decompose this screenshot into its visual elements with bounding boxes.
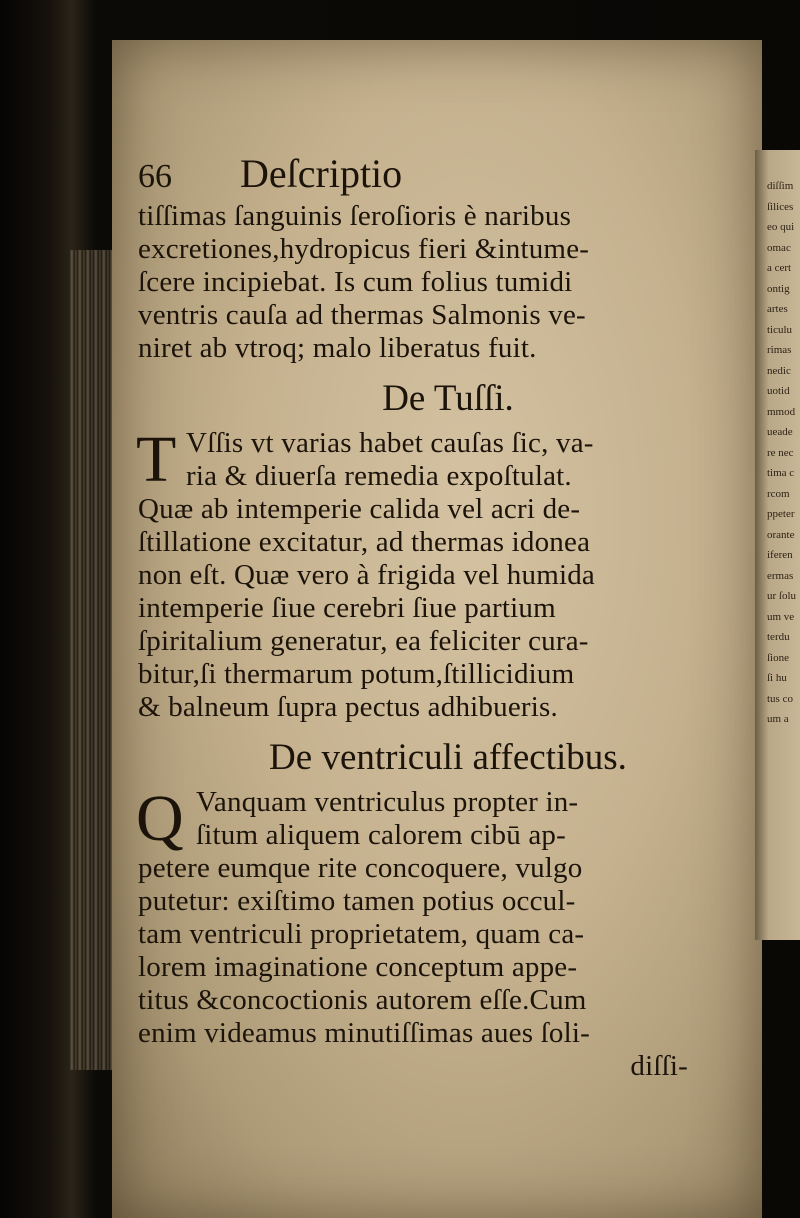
facing-page-fragment: ſi hu (767, 672, 787, 684)
text-line: intemperie ſiue cerebri ſiue partium (138, 592, 556, 624)
text-line: ventris cauſa ad thermas Salmonis ve- (138, 299, 586, 331)
text-line: titus &concoctionis autorem eſſe.Cum (138, 984, 587, 1016)
text-line: non eſt. Quæ vero à frigida vel humida (138, 559, 595, 591)
text-line: Vanquam ventriculus propter in- (196, 786, 579, 818)
text-line: niret ab vtroq; malo liberatus fuit. (138, 332, 537, 364)
text-line: excretiones,hydropicus fieri &intume- (138, 233, 590, 265)
facing-page-fragment: ur ſolu (767, 590, 797, 602)
facing-page-fragment: ſione (767, 651, 789, 664)
facing-page-fragment: mmod (767, 405, 796, 418)
running-header (138, 150, 758, 200)
text-line: ria & diuerſa remedia expoſtulat. (186, 460, 572, 492)
facing-page-fragment: ueade (767, 426, 793, 438)
text-line: ſtillatione excitatur, ad thermas idonea (138, 526, 591, 558)
facing-page-fragment: tus co (767, 692, 793, 705)
facing-page-fragment: uotid (767, 385, 790, 397)
facing-page-fragment: diſſim (767, 180, 794, 192)
text-line: Vſſis vt varias habet cauſas ſic, va- (186, 427, 594, 459)
text-line: lorem imaginatione conceptum appe- (138, 951, 578, 983)
text-line: enim videamus minutiſſimas aues ſoli- (138, 1017, 591, 1049)
text-line: Quæ ab intemperie calida vel acri de- (138, 493, 581, 525)
text-line: putetur: exiſtimo tamen potius occul- (138, 885, 576, 917)
facing-page-fragment: ſilices (767, 200, 794, 213)
section-title-tussi: De Tuſſi. (382, 378, 514, 419)
text-line: ſpiritalium generatur, ea feliciter cura- (138, 625, 589, 657)
facing-page-fragment: rimas (767, 344, 792, 356)
catchword: diſſi- (630, 1050, 688, 1082)
text-line: ſitum aliquem calorem cibū ap- (196, 819, 566, 851)
facing-page-fragment: omac (767, 241, 791, 254)
text-line: & balneum ſupra pectus adhibueris. (138, 691, 558, 723)
facing-page-fragments (755, 150, 800, 730)
drop-cap: T (136, 423, 177, 496)
section-ventriculi (136, 782, 758, 1083)
section-title-ventriculi: De ventriculi affectibus. (269, 737, 627, 778)
facing-page-fragment: terdu (767, 631, 790, 643)
facing-page-fragment: nedic (767, 364, 791, 377)
facing-page-fragment: iferen (767, 549, 793, 561)
facing-page-fragment: rcom (767, 487, 790, 500)
text-line: tiſſimas ſanguinis ſeroſioris è naribus (138, 200, 572, 232)
facing-page-edge (755, 150, 800, 940)
facing-page-fragment: ontig (767, 282, 790, 295)
facing-page-fragment: orante (767, 528, 795, 541)
facing-page-fragment: um ve (767, 610, 795, 623)
text-line: tam ventriculi proprietatem, quam ca- (138, 918, 585, 950)
facing-page-fragment: re nec (767, 446, 794, 459)
page-text (138, 150, 758, 1083)
text-line: petere eumque rite concoquere, vulgo (138, 852, 583, 884)
facing-page-fragment: eo qui (767, 221, 795, 233)
drop-cap: Q (136, 782, 184, 855)
facing-page-fragment: ppeter (767, 508, 795, 520)
facing-page-fragment: ticulu (767, 323, 793, 336)
section-continued-text (138, 200, 758, 365)
dropcap-block (136, 782, 758, 855)
running-title: Deſcriptio (240, 151, 403, 196)
dropcap-block (136, 423, 758, 496)
text-line: bitur,ſi thermarum potum,ſtillicidium (138, 658, 575, 690)
facing-page-fragment: a cert (767, 262, 792, 274)
facing-page-fragment: tima c (767, 467, 795, 479)
text-line: ſcere incipiebat. Is cum folius tumidi (138, 266, 573, 298)
facing-page-fragment: artes (767, 303, 788, 315)
facing-page-fragment: ermas (767, 569, 794, 582)
facing-page-fragment: um a (767, 713, 789, 725)
section-tussi (136, 423, 758, 724)
page-number: 66 (138, 158, 172, 195)
